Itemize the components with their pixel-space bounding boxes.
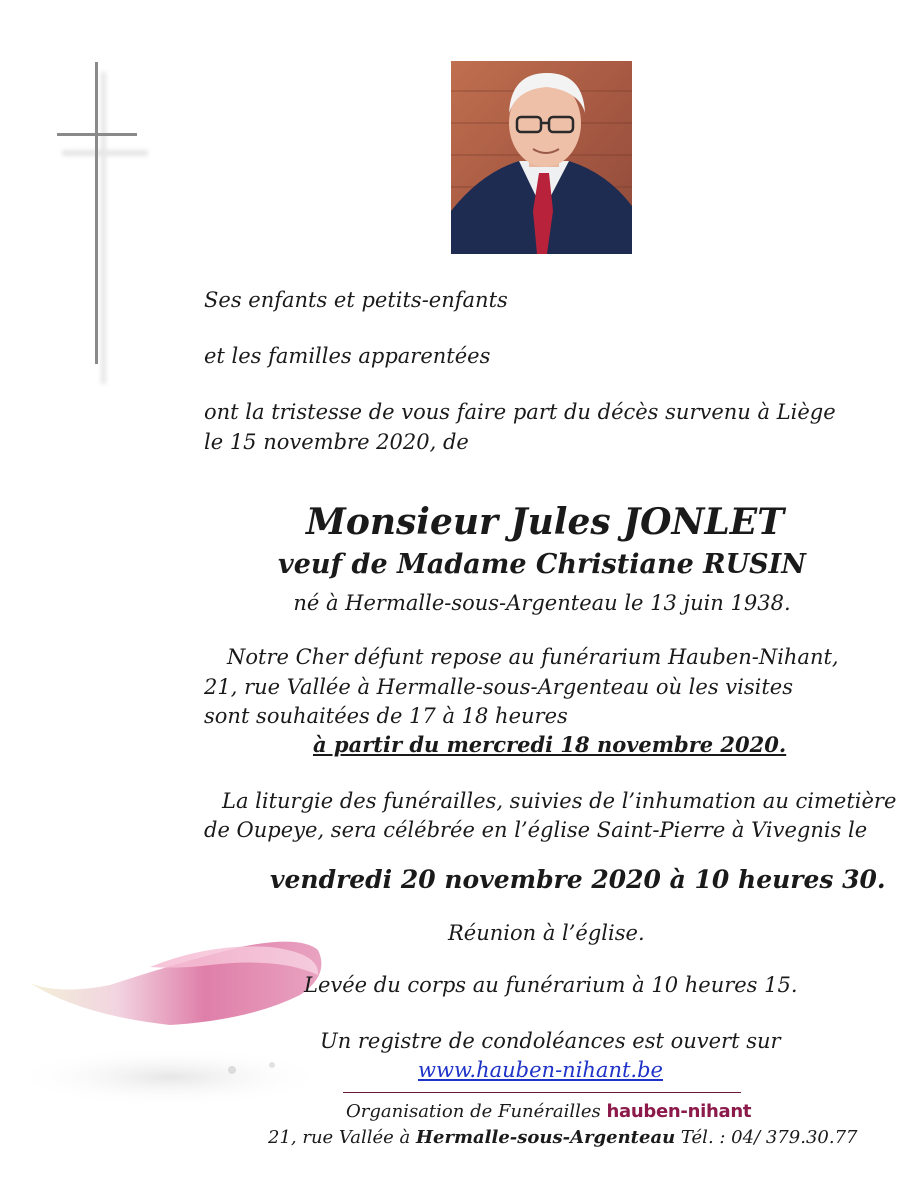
cross-icon xyxy=(95,62,98,364)
portrait-photo xyxy=(451,61,632,254)
footer-address xyxy=(268,1126,857,1150)
intro-line-date: le 15 novembre 2020, de xyxy=(204,430,469,454)
deceased-name: Monsieur Jules JONLET xyxy=(306,501,784,543)
footer-organisation xyxy=(346,1100,751,1124)
cross-shadow-vertical xyxy=(101,72,106,384)
intro-line-families: et les familles apparentées xyxy=(204,344,491,368)
condolence-link[interactable]: www.hauben-nihant.be xyxy=(418,1058,663,1082)
visit-line-1: Notre Cher défunt repose au funérarium Hauben-Nihant, xyxy=(227,645,839,669)
visit-line-2: 21, rue Vallée à Hermalle-sous-Argenteau où les visites xyxy=(204,675,793,699)
footer-address-prefix: 21, rue Vallée à xyxy=(268,1127,411,1148)
meeting-at-church: Réunion à l’église. xyxy=(448,921,645,945)
intro-line-announcement: ont la tristesse de vous faire part du décès survenu à Liège xyxy=(204,400,836,424)
footer-divider xyxy=(343,1092,741,1093)
visit-date: à partir du mercredi 18 novembre 2020. xyxy=(313,732,787,757)
body-lift: Levée du corps au funérarium à 10 heures 15. xyxy=(304,973,798,997)
funeral-date: vendredi 20 novembre 2020 à 10 heures 30. xyxy=(270,865,886,894)
petal-decoration xyxy=(0,905,360,1145)
cross-icon-bar xyxy=(57,133,137,136)
intro-line-children: Ses enfants et petits-enfants xyxy=(204,288,508,312)
footer-phone: Tél. : 04/ 379.30.77 xyxy=(680,1127,858,1148)
footer-address-town: Hermalle-sous-Argenteau xyxy=(416,1127,676,1148)
deceased-widow-of: veuf de Madame Christiane RUSIN xyxy=(278,549,806,580)
condolence-text: Un registre de condoléances est ouvert sur xyxy=(320,1029,781,1053)
brand-logo: hauben-nihant xyxy=(606,1101,752,1122)
cross-shadow-horizontal xyxy=(62,150,148,156)
footer-org-label: Organisation de Funérailles xyxy=(346,1101,601,1122)
funeral-line-2: de Oupeye, sera célébrée en l’église Saint-Pierre à Vivegnis le xyxy=(204,818,868,842)
visit-line-3: sont souhaitées de 17 à 18 heures xyxy=(204,704,568,728)
funeral-line-1: La liturgie des funérailles, suivies de l’inhumation au cimetière xyxy=(222,789,897,813)
deceased-birth: né à Hermalle-sous-Argenteau le 13 juin 1938. xyxy=(293,591,791,615)
